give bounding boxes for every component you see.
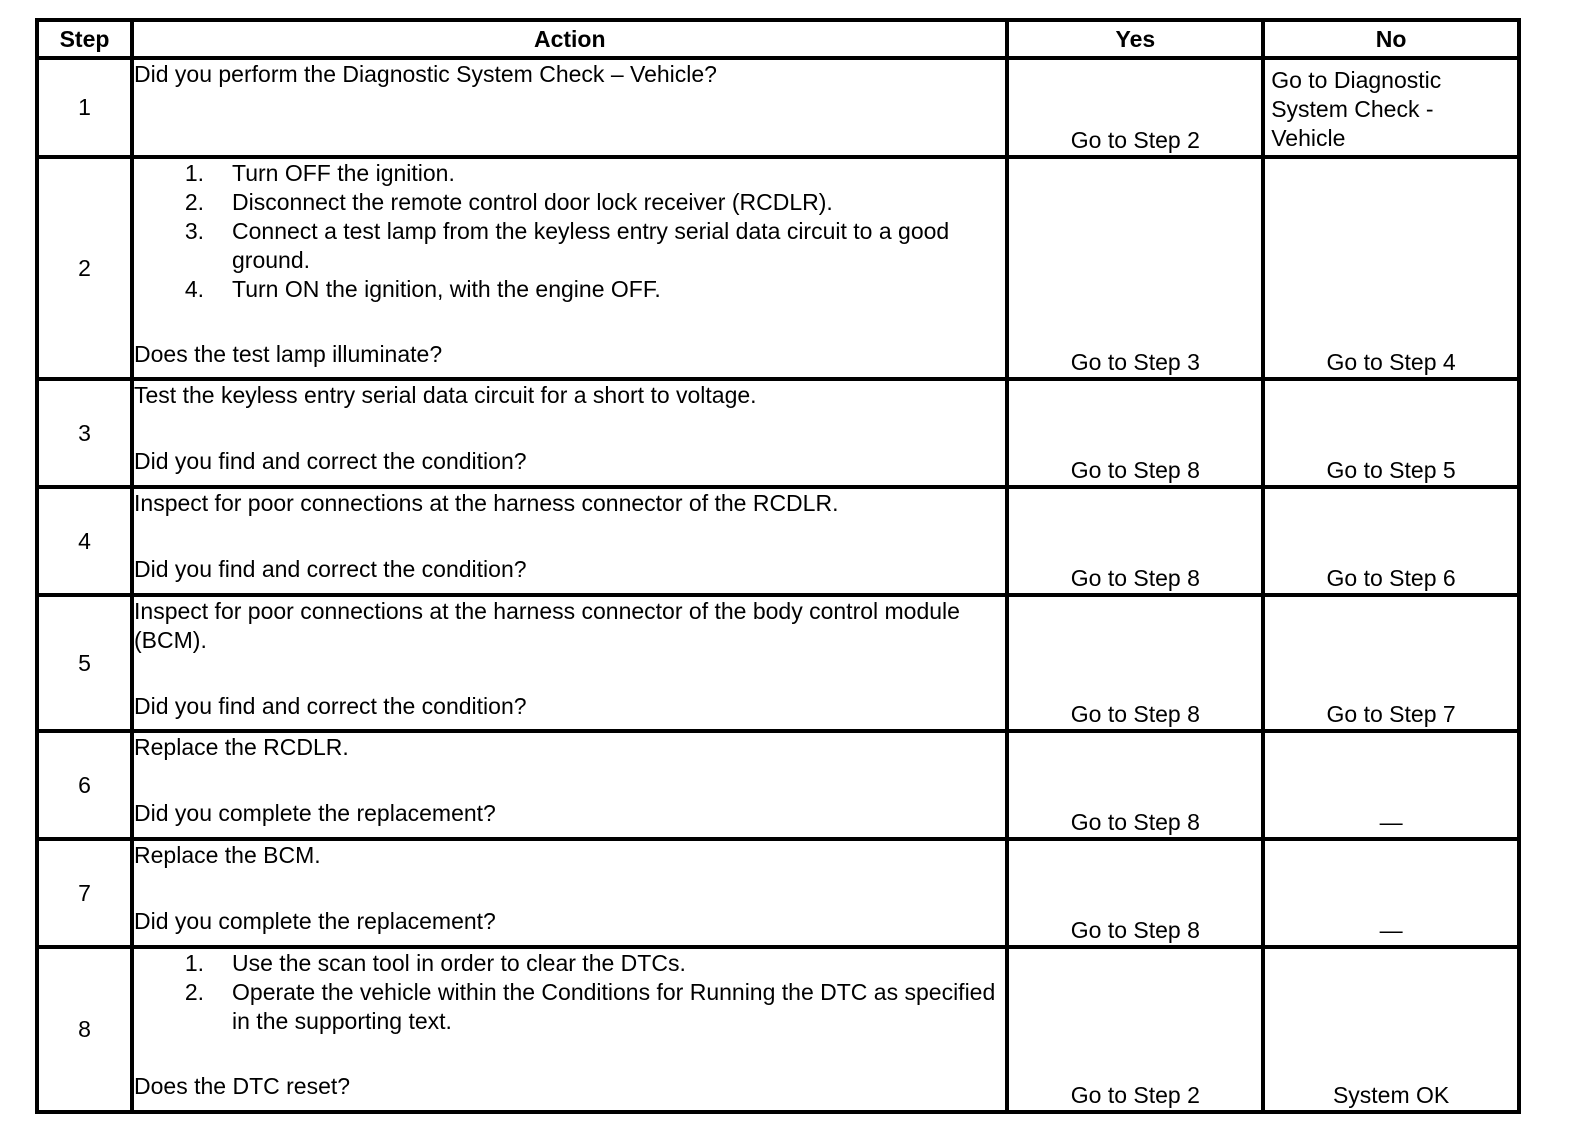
action-question: Does the test lamp illuminate? (134, 341, 443, 367)
header-no: No (1263, 20, 1519, 58)
step-number: 7 (37, 839, 132, 947)
action-cell (132, 58, 1007, 157)
header-yes: Yes (1007, 20, 1263, 58)
diagnostic-table (35, 18, 1521, 1114)
no-cell: Go to Diagnostic System Check - Vehicle (1263, 58, 1519, 157)
table-row (37, 947, 1519, 1112)
table-row (37, 157, 1519, 379)
header-step: Step (37, 20, 132, 58)
action-question: Did you find and correct the condition? (134, 448, 527, 474)
action-text: Inspect for poor connections at the harness connector of the RCDLR. (134, 490, 839, 516)
yes-cell: Go to Step 8 (1007, 487, 1263, 595)
step-number: 5 (37, 595, 132, 731)
step-number: 6 (37, 731, 132, 839)
action-question: Did you find and correct the condition? (134, 693, 527, 719)
action-question: Did you complete the replacement? (134, 800, 496, 826)
no-cell: Go to Step 7 (1263, 595, 1519, 731)
no-cell: — (1263, 731, 1519, 839)
table-row (37, 487, 1519, 595)
action-cell (132, 839, 1007, 947)
list-item: 3. Connect a test lamp from the keyless entry serial data circuit to a good ground. (184, 218, 950, 273)
list-item: 1. Use the scan tool in order to clear the DTCs. (184, 950, 686, 976)
header-row (37, 20, 1519, 58)
no-cell: Go to Step 6 (1263, 487, 1519, 595)
action-text: Replace the RCDLR. (134, 734, 349, 760)
action-text: Test the keyless entry serial data circuit for a short to voltage. (134, 382, 757, 408)
table-row (37, 58, 1519, 157)
list-item: 4. Turn ON the ignition, with the engine OFF. (184, 276, 661, 302)
step-number: 1 (37, 58, 132, 157)
action-cell (132, 947, 1007, 1112)
yes-cell: Go to Step 8 (1007, 595, 1263, 731)
no-cell: Go to Step 4 (1263, 157, 1519, 379)
step-number: 2 (37, 157, 132, 379)
action-steps-list (134, 949, 1005, 1036)
yes-cell: Go to Step 8 (1007, 839, 1263, 947)
table-row (37, 379, 1519, 487)
yes-cell: Go to Step 8 (1007, 731, 1263, 839)
action-cell (132, 731, 1007, 839)
action-cell (132, 595, 1007, 731)
action-cell (132, 157, 1007, 379)
header-action: Action (132, 20, 1007, 58)
yes-cell: Go to Step 2 (1007, 58, 1263, 157)
action-question: Does the DTC reset? (134, 1073, 351, 1099)
list-item: 2. Operate the vehicle within the Conditions for Running the DTC as specified in the supporting text. (184, 979, 996, 1034)
no-cell: — (1263, 839, 1519, 947)
table-row (37, 731, 1519, 839)
list-item: 1. Turn OFF the ignition. (184, 160, 455, 186)
action-cell (132, 379, 1007, 487)
yes-cell: Go to Step 8 (1007, 379, 1263, 487)
action-steps-list (134, 159, 1005, 304)
step-number: 8 (37, 947, 132, 1112)
action-question: Did you complete the replacement? (134, 908, 496, 934)
list-item: 2. Disconnect the remote control door lock receiver (RCDLR). (184, 189, 833, 215)
yes-cell: Go to Step 2 (1007, 947, 1263, 1112)
table-row (37, 839, 1519, 947)
action-text: Did you perform the Diagnostic System Check – Vehicle? (134, 61, 717, 87)
yes-cell: Go to Step 3 (1007, 157, 1263, 379)
step-number: 3 (37, 379, 132, 487)
action-text: Inspect for poor connections at the harness connector of the body control module (BCM). (134, 598, 960, 653)
no-cell: Go to Step 5 (1263, 379, 1519, 487)
action-question: Did you find and correct the condition? (134, 556, 527, 582)
step-number: 4 (37, 487, 132, 595)
no-cell: System OK (1263, 947, 1519, 1112)
action-text: Replace the BCM. (134, 842, 321, 868)
table-row (37, 595, 1519, 731)
action-cell (132, 487, 1007, 595)
